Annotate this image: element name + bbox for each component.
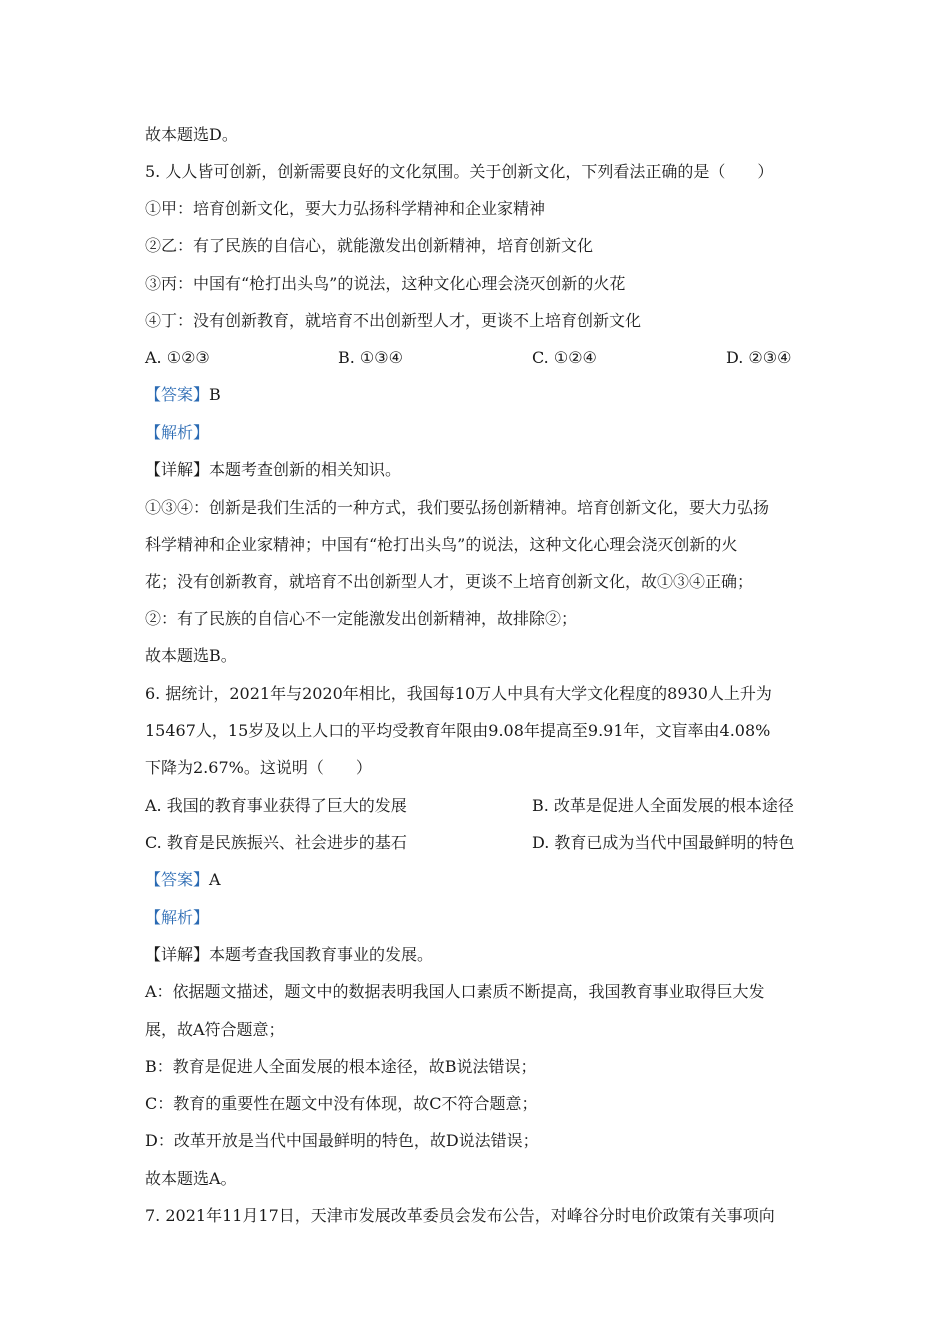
- question-6-analysis-tag: 【解析】: [145, 908, 210, 927]
- question-5-explanation-3: 花；没有创新教育，就培育不出创新型人才，更谈不上培育创新文化，故①③④正确；: [145, 572, 754, 591]
- question-6-conclusion: 故本题选A。: [145, 1169, 237, 1188]
- detail-text: 本题考查创新的相关知识。: [209, 460, 402, 479]
- question-5-option-d: D. ②③④: [726, 348, 792, 367]
- question-6-detail: [145, 942, 433, 968]
- question-6-option-d: D. 教育已成为当代中国最鲜明的特色: [532, 833, 795, 852]
- conclusion-q4: 故本题选D。: [145, 125, 238, 144]
- question-6-stem-3: 下降为2.67%。这说明（ ）: [145, 758, 372, 777]
- question-5-stem: 5. 人人皆可创新，创新需要良好的文化氛围。关于创新文化，下列看法正确的是（ ）: [145, 162, 774, 181]
- question-5-analysis-tag: 【解析】: [145, 423, 210, 442]
- question-6-answer: [145, 867, 221, 893]
- answer-value: B: [209, 385, 221, 404]
- question-5-explanation-2: 科学精神和企业家精神；中国有“枪打出头鸟”的说法，这种文化心理会浇灭创新的火: [145, 535, 738, 554]
- question-5-option-c: C. ①②④: [532, 348, 597, 367]
- detail-tag: 【详解】: [145, 460, 210, 479]
- question-7-stem-1: 7. 2021年11月17日，天津市发展改革委员会发布公告，对峰谷分时电价政策有关事项向: [145, 1206, 775, 1225]
- question-5-statement-2: ②乙：有了民族的自信心，就能激发出创新精神，培育创新文化: [145, 236, 594, 255]
- question-6-option-b: B. 改革是促进人全面发展的根本途径: [532, 796, 794, 815]
- detail-text: 本题考查我国教育事业的发展。: [209, 945, 434, 964]
- question-6-stem-2: 15467人，15岁及以上人口的平均受教育年限由9.08年提高至9.91年，文盲率由4.08%: [145, 721, 771, 740]
- question-6-stem-1: 6. 据统计，2021年与2020年相比，我国每10万人中具有大学文化程度的8930人上升为: [145, 684, 772, 703]
- question-5-explanation-4: ②：有了民族的自信心不一定能激发出创新精神，故排除②；: [145, 609, 578, 628]
- question-5-detail: [145, 457, 401, 483]
- answer-value: A: [209, 870, 221, 889]
- question-6-explanation-4: C：教育的重要性在题文中没有体现，故C不符合题意；: [145, 1094, 538, 1113]
- answer-tag: 【答案】: [145, 385, 210, 404]
- question-5-answer: [145, 382, 221, 408]
- question-5-explanation-1: ①③④：创新是我们生活的一种方式，我们要弘扬创新精神。培育创新文化，要大力弘扬: [145, 498, 770, 517]
- question-6-option-a: A. 我国的教育事业获得了巨大的发展: [145, 796, 407, 815]
- answer-tag: 【答案】: [145, 870, 210, 889]
- question-6-explanation-1: A：依据题文描述，题文中的数据表明我国人口素质不断提高，我国教育事业取得巨大发: [145, 982, 765, 1001]
- question-6-explanation-3: B：教育是促进人全面发展的根本途径，故B说法错误；: [145, 1057, 537, 1076]
- question-5-statement-1: ①甲：培育创新文化，要大力弘扬科学精神和企业家精神: [145, 199, 546, 218]
- question-6-explanation-2: 展，故A符合题意；: [145, 1020, 285, 1039]
- question-5-statement-4: ④丁：没有创新教育，就培育不出创新型人才，更谈不上培育创新文化: [145, 311, 642, 330]
- detail-tag: 【详解】: [145, 945, 210, 964]
- question-5-conclusion: 故本题选B。: [145, 646, 237, 665]
- question-6-explanation-5: D：改革开放是当代中国最鲜明的特色，故D说法错误；: [145, 1131, 539, 1150]
- question-5-statement-3: ③丙：中国有“枪打出头鸟”的说法，这种文化心理会浇灭创新的火花: [145, 274, 626, 293]
- question-5-option-b: B. ①③④: [338, 348, 403, 367]
- question-6-option-c: C. 教育是民族振兴、社会进步的基石: [145, 833, 407, 852]
- question-5-option-a: A. ①②③: [145, 348, 210, 367]
